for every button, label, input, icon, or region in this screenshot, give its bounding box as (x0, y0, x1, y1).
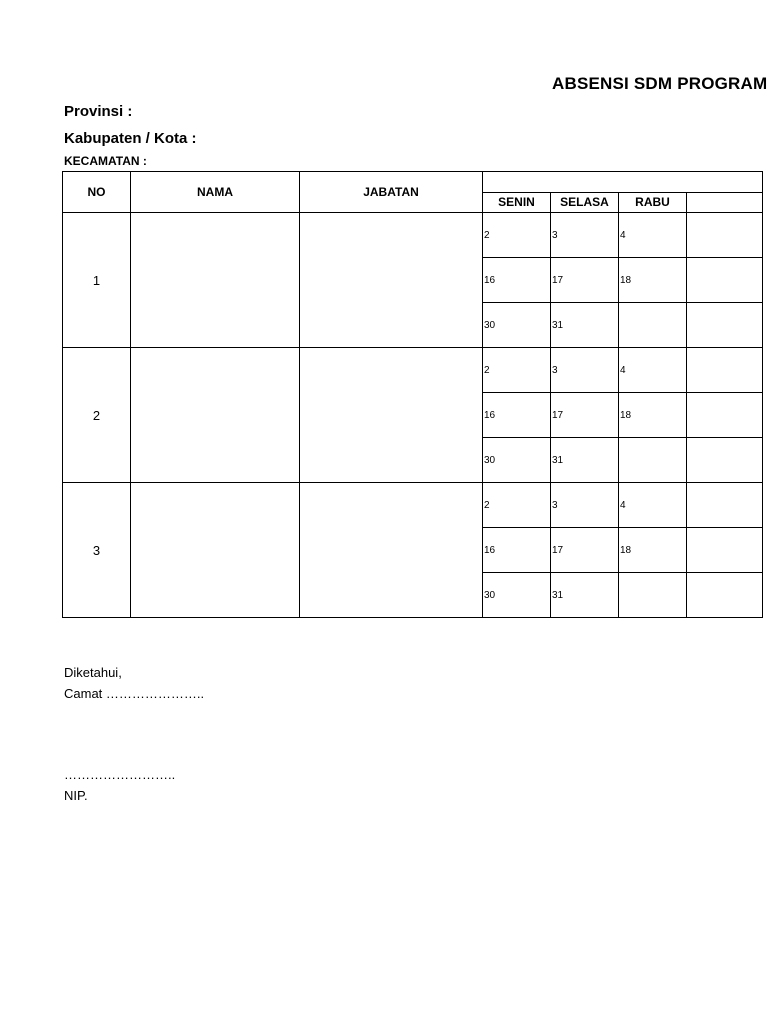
date-cell[interactable]: 16 (483, 528, 551, 573)
date-cell[interactable]: 18 (619, 393, 687, 438)
nama-cell[interactable] (131, 348, 300, 483)
row-number: 2 (63, 348, 131, 483)
date-cell[interactable] (687, 438, 763, 483)
document-title: ABSENSI SDM PROGRAM (552, 74, 768, 93)
date-cell[interactable]: 4 (619, 483, 687, 528)
date-cell[interactable]: 4 (619, 213, 687, 258)
date-cell[interactable] (687, 393, 763, 438)
date-cell[interactable]: 3 (551, 213, 619, 258)
date-cell[interactable]: 2 (483, 213, 551, 258)
jabatan-cell[interactable] (300, 483, 483, 618)
date-cell[interactable]: 18 (619, 258, 687, 303)
jabatan-cell[interactable] (300, 348, 483, 483)
diketahui-text: Diketahui, (64, 665, 122, 680)
date-cell[interactable]: 3 (551, 483, 619, 528)
date-cell[interactable]: 17 (551, 258, 619, 303)
date-cell[interactable]: 30 (483, 573, 551, 618)
table-row (63, 213, 763, 258)
header-no: NO (63, 172, 131, 213)
nip-text: NIP. (64, 788, 88, 803)
date-cell[interactable] (687, 348, 763, 393)
date-cell[interactable] (687, 483, 763, 528)
date-cell[interactable]: 17 (551, 393, 619, 438)
date-cell[interactable] (687, 573, 763, 618)
header-day-rabu: RABU (619, 192, 687, 213)
date-cell[interactable] (687, 213, 763, 258)
date-cell[interactable]: 16 (483, 393, 551, 438)
date-cell[interactable] (619, 303, 687, 348)
nama-cell[interactable] (131, 213, 300, 348)
header-day-selasa: SELASA (551, 192, 619, 213)
table-row (63, 348, 763, 393)
camat-text: Camat ………………….. (64, 686, 205, 701)
date-cell[interactable] (619, 573, 687, 618)
header-period (483, 172, 763, 193)
jabatan-cell[interactable] (300, 213, 483, 348)
date-cell[interactable]: 30 (483, 303, 551, 348)
attendance-table-wrap (62, 171, 687, 625)
table-row (63, 483, 763, 528)
date-cell[interactable]: 31 (551, 438, 619, 483)
header-day-next (687, 192, 763, 213)
date-cell[interactable] (619, 438, 687, 483)
date-cell[interactable]: 30 (483, 438, 551, 483)
attendance-table (62, 171, 763, 618)
date-cell[interactable]: 2 (483, 348, 551, 393)
date-cell[interactable]: 4 (619, 348, 687, 393)
signature-line: …………………….. (64, 767, 176, 782)
date-cell[interactable]: 2 (483, 483, 551, 528)
nama-cell[interactable] (131, 483, 300, 618)
date-cell[interactable] (687, 258, 763, 303)
date-cell[interactable] (687, 303, 763, 348)
provinsi-label: Provinsi : (64, 103, 133, 120)
header-day-senin: SENIN (483, 192, 551, 213)
header-nama: NAMA (131, 172, 300, 213)
date-cell[interactable]: 16 (483, 258, 551, 303)
date-cell[interactable]: 17 (551, 528, 619, 573)
kecamatan-label: KECAMATAN : (64, 154, 147, 168)
header-jabatan: JABATAN (300, 172, 483, 213)
kabupaten-label: Kabupaten / Kota : (64, 130, 197, 147)
date-cell[interactable]: 31 (551, 303, 619, 348)
row-number: 1 (63, 213, 131, 348)
date-cell[interactable]: 18 (619, 528, 687, 573)
row-number: 3 (63, 483, 131, 618)
date-cell[interactable]: 3 (551, 348, 619, 393)
date-cell[interactable]: 31 (551, 573, 619, 618)
date-cell[interactable] (687, 528, 763, 573)
